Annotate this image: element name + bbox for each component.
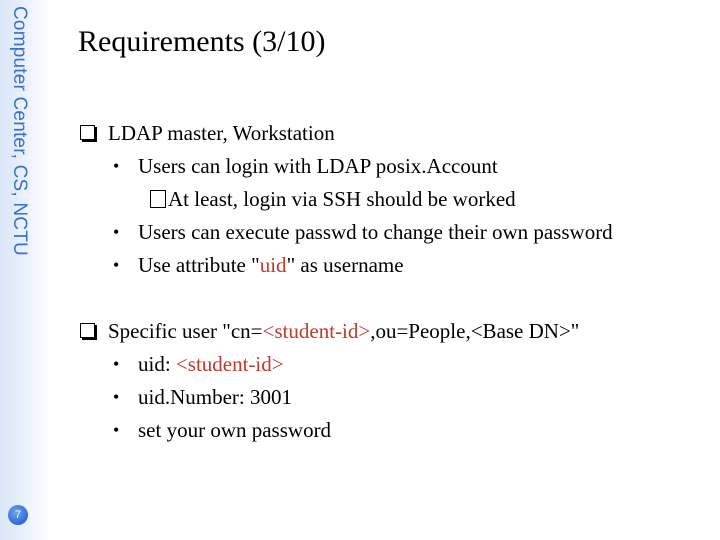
section1-item3-prefix: Use attribute " xyxy=(138,253,260,277)
section2-item1-highlight: <student-id> xyxy=(175,352,284,376)
section2-item3: set your own password xyxy=(138,418,332,442)
dot-bullet-icon: • xyxy=(113,420,120,440)
section1-item1: Users can login with LDAP posix.Account xyxy=(138,154,498,178)
section1-item2: Users can execute passwd to change their own password xyxy=(138,220,613,244)
dot-bullet-icon: • xyxy=(113,156,120,176)
section2-item2: uid.Number: 3001 xyxy=(138,385,292,409)
dot-bullet-icon: • xyxy=(113,387,120,407)
section1-item3 xyxy=(138,252,404,278)
slide-title: Requirements (3/10) xyxy=(78,25,326,58)
section1-item3-suffix: " as username xyxy=(286,253,404,277)
dot-bullet-icon: • xyxy=(113,354,120,374)
sidebar-label: Computer Center, CS, NCTU xyxy=(9,6,30,256)
dot-bullet-icon: • xyxy=(113,255,120,275)
section2-item1-prefix: uid: xyxy=(138,352,176,376)
square-bullet-icon xyxy=(80,323,95,338)
square-bullet-icon xyxy=(80,125,95,140)
section1-item1-sub: At least, login via SSH should be worked xyxy=(168,187,516,211)
section2-heading-suffix: ,ou=People,<Base DN>" xyxy=(370,319,580,343)
section1-heading: LDAP master, Workstation xyxy=(108,121,335,145)
section2-item1 xyxy=(138,351,284,377)
section2-heading xyxy=(108,318,579,344)
dot-bullet-icon: • xyxy=(113,222,120,242)
section2-heading-highlight: <student-id> xyxy=(262,319,371,343)
box-glyph-icon xyxy=(150,190,166,208)
section2-heading-prefix: Specific user "cn= xyxy=(108,319,263,343)
section1-item3-highlight: uid xyxy=(259,253,287,277)
page-number-badge: 7 xyxy=(8,505,28,525)
